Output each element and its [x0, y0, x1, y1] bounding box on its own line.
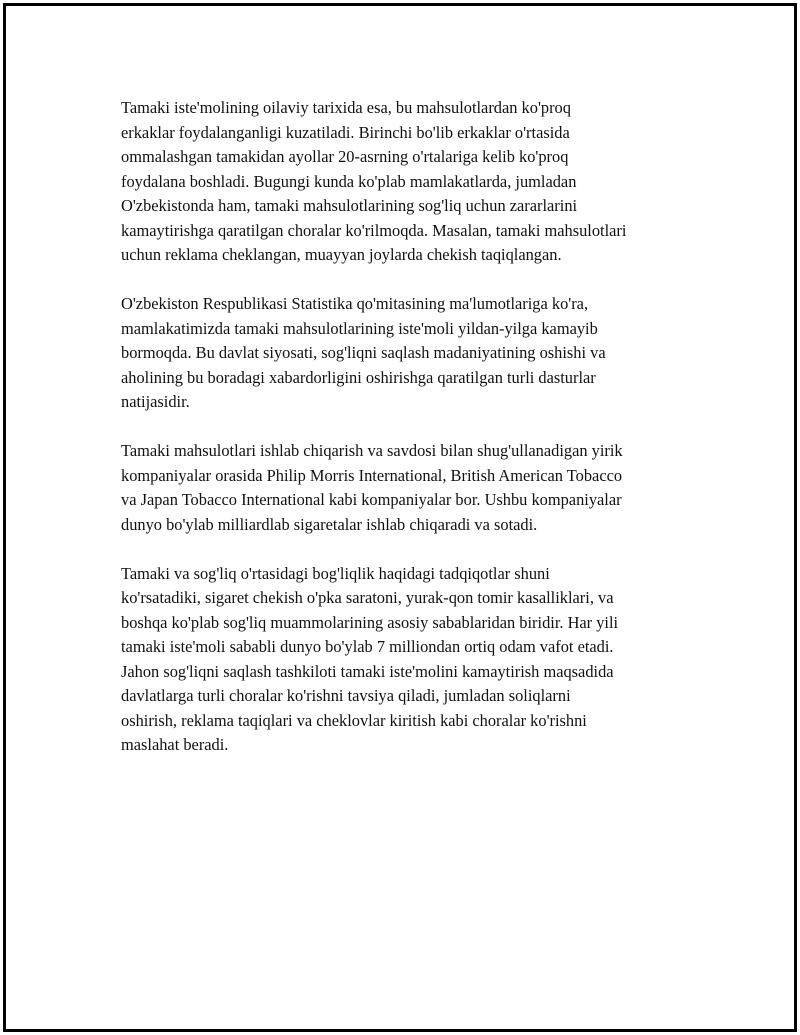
text-line: natijasidir.: [121, 392, 190, 411]
text-line: boshqa ko'plab sog'liq muammolarining asosiy sabablaridan biridir. Har yili: [121, 612, 619, 632]
document-body: [121, 96, 701, 782]
page-frame: [3, 3, 797, 1032]
text-line: mamlakatimizda tamaki mahsulotlarining iste'moli yildan-yilga kamayib: [121, 318, 598, 338]
paragraph-statistics: [121, 292, 701, 415]
paragraph-family-history: [121, 96, 701, 268]
text-line: ko'rsatadiki, sigaret chekish o'pka saratoni, yurak-qon tomir kasalliklari, va: [121, 588, 614, 607]
text-line: oshirish, reklama taqiqlari va cheklovlar kiritish kabi choralar ko'rishni: [121, 710, 587, 730]
text-line: tamaki iste'moli sababli dunyo bo'ylab 7 milliondan ortiq odam vafot etadi.: [121, 637, 614, 656]
text-line: aholining bu boradagi xabardorligini oshirishga qaratilgan turli dasturlar: [121, 367, 596, 387]
text-line: va Japan Tobacco International kabi kompaniyalar bor. Ushbu kompaniyalar: [121, 490, 622, 509]
paragraph-companies: [121, 439, 701, 537]
text-line: ommalashgan tamakidan ayollar 20-asrning o'rtalariga kelib ko'proq: [121, 147, 569, 166]
text-line: erkaklar foydalanganligi kuzatiladi. Birinchi bo'lib erkaklar o'rtasida: [121, 122, 570, 142]
text-line: Tamaki va sog'liq o'rtasidagi bog'liqlik haqidagi tadqiqotlar shuni: [121, 563, 550, 583]
text-line: kamaytirishga qaratilgan choralar ko'rilmoqda. Masalan, tamaki mahsulotlari: [121, 220, 627, 240]
text-line: foydalana boshladi. Bugungi kunda ko'plab mamlakatlarda, jumladan: [121, 171, 577, 191]
paragraph-health-research: [121, 562, 701, 758]
text-line: Jahon sog'liqni saqlash tashkiloti tamaki iste'molini kamaytirish maqsadida: [121, 661, 614, 681]
text-line: uchun reklama cheklangan, muayyan joylarda chekish taqiqlangan.: [121, 245, 562, 264]
text-line: davlatlarga turli choralar ko'rishni tavsiya qiladi, jumladan soliqlarni: [121, 686, 571, 705]
text-line: kompaniyalar orasida Philip Morris International, British American Tobacco: [121, 465, 623, 485]
text-line: O'zbekiston Respublikasi Statistika qo'mitasining ma'lumotlariga ko'ra,: [121, 294, 589, 313]
text-line: Tamaki mahsulotlari ishlab chiqarish va savdosi bilan shug'ullanadigan yirik: [121, 441, 623, 460]
text-line: Tamaki iste'molining oilaviy tarixida esa, bu mahsulotlardan ko'proq: [121, 98, 571, 117]
text-line: O'zbekistonda ham, tamaki mahsulotlarining sog'liq uchun zararlarini: [121, 196, 578, 215]
text-line: maslahat beradi.: [121, 735, 229, 754]
text-line: dunyo bo'ylab milliardlab sigaretalar ishlab chiqaradi va sotadi.: [121, 514, 538, 534]
text-line: bormoqda. Bu davlat siyosati, sog'liqni saqlash madaniyatining oshishi va: [121, 343, 606, 362]
